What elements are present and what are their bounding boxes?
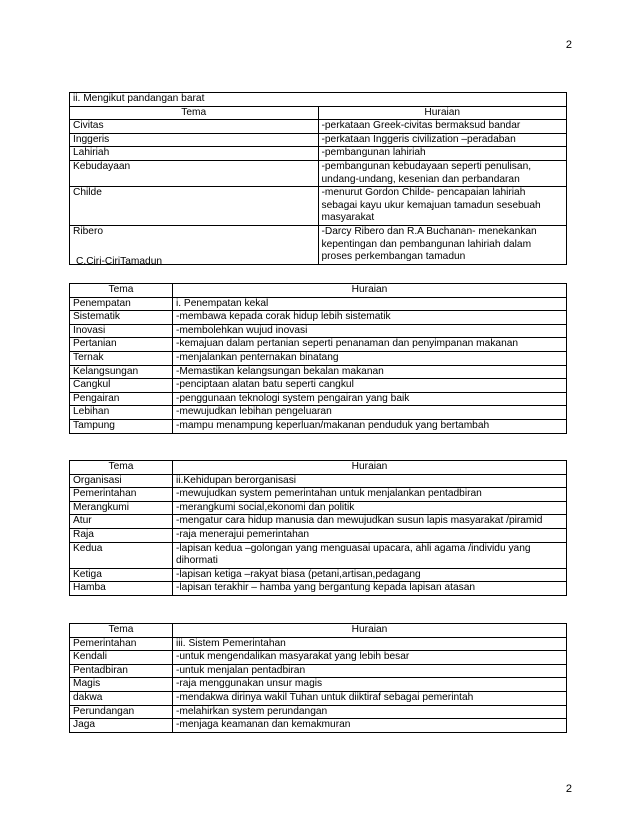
cell-huraian: -melahirkan system perundangan: [173, 705, 567, 719]
cell-huraian: -untuk menjalan pentadbiran: [173, 664, 567, 678]
table-row: [70, 187, 567, 226]
cell-huraian: -mewujudkan system pemerintahan untuk menjalankan pentadbiran: [173, 488, 567, 502]
cell-huraian: -raja menerajui pemerintahan: [173, 528, 567, 542]
table-row: [70, 678, 567, 692]
cell-tema: Pemerintahan: [70, 637, 173, 651]
table-row: [70, 528, 567, 542]
cell-tema: Cangkul: [70, 379, 173, 393]
cell-tema: Penempatan: [70, 297, 173, 311]
column-header-huraian: Huraian: [173, 284, 567, 298]
cell-tema: Childe: [70, 187, 319, 226]
table-header-row: [70, 461, 567, 475]
cell-tema: Ternak: [70, 351, 173, 365]
table-row: [70, 691, 567, 705]
table-row: [70, 147, 567, 161]
table-row: [70, 160, 567, 186]
cell-huraian: -Memastikan kelangsungan bekalan makanan: [173, 365, 567, 379]
cell-huraian: -mendakwa dirinya wakil Tuhan untuk diiktiraf sebagai pemerintah: [173, 691, 567, 705]
cell-tema: Raja: [70, 528, 173, 542]
table-row: [70, 392, 567, 406]
table-ciri-penempatan: [69, 283, 567, 434]
cell-huraian: -pembangunan lahiriah: [318, 147, 567, 161]
cell-huraian: -merangkumi social,ekonomi dan politik: [173, 501, 567, 515]
cell-huraian: i. Penempatan kekal: [173, 297, 567, 311]
table-header-row: [70, 106, 567, 120]
column-header-huraian: Huraian: [318, 106, 567, 120]
cell-huraian: -lapisan terakhir – hamba yang bergantung kepada lapisan atasan: [173, 582, 567, 596]
cell-tema: Perundangan: [70, 705, 173, 719]
cell-huraian: -menjalankan penternakan binatang: [173, 351, 567, 365]
cell-tema: Pengairan: [70, 392, 173, 406]
table-row: [70, 406, 567, 420]
table-caption: ii. Mengikut pandangan barat: [70, 93, 567, 107]
table-caption-row: [70, 93, 567, 107]
cell-huraian: -membolehkan wujud inovasi: [173, 324, 567, 338]
cell-tema: Jaga: [70, 719, 173, 733]
cell-huraian: -mengatur cara hidup manusia dan mewujudkan susun lapis masyarakat /piramid: [173, 515, 567, 529]
cell-huraian: -lapisan ketiga –rakyat biasa (petani,artisan,pedagang: [173, 568, 567, 582]
table-row: [70, 705, 567, 719]
cell-huraian: -perkataan Inggeris civilization –peradaban: [318, 133, 567, 147]
table-row: [70, 365, 567, 379]
table-header-row: [70, 284, 567, 298]
table-row: [70, 297, 567, 311]
table-ciri-organisasi: [69, 460, 567, 596]
table-header-row: [70, 624, 567, 638]
cell-tema: Inovasi: [70, 324, 173, 338]
table-row: [70, 651, 567, 665]
cell-tema: Pemerintahan: [70, 488, 173, 502]
column-header-huraian: Huraian: [173, 461, 567, 475]
column-header-tema: Tema: [70, 106, 319, 120]
cell-tema: Kedua: [70, 542, 173, 568]
cell-huraian: -lapisan kedua –golongan yang menguasai upacara, ahli agama /individu yang dihormati: [173, 542, 567, 568]
cell-huraian: -penggunaan teknologi system pengairan yang baik: [173, 392, 567, 406]
cell-tema: Kelangsungan: [70, 365, 173, 379]
cell-tema: Ribero: [70, 225, 319, 264]
table-row: [70, 488, 567, 502]
section-heading: C.Ciri-CiriTamadun: [76, 256, 163, 267]
table-row: [70, 474, 567, 488]
cell-huraian: -menurut Gordon Childe- pencapaian lahiriah sebagai kayu ukur kemajuan tamadun sesebuah masyarakat: [318, 187, 567, 226]
cell-tema: Kendali: [70, 651, 173, 665]
cell-tema: dakwa: [70, 691, 173, 705]
table-row: [70, 324, 567, 338]
cell-tema: Pentadbiran: [70, 664, 173, 678]
cell-tema: Lahiriah: [70, 147, 319, 161]
table-row: [70, 379, 567, 393]
cell-huraian: -penciptaan alatan batu seperti cangkul: [173, 379, 567, 393]
cell-tema: Civitas: [70, 120, 319, 134]
cell-huraian: -mewujudkan lebihan pengeluaran: [173, 406, 567, 420]
cell-huraian: -Darcy Ribero dan R.A Buchanan- menekankan kepentingan dan pembangunan lahiriah dalam proses perkembangan tamadun: [318, 225, 567, 264]
page-number-bottom: 2: [565, 783, 572, 795]
column-header-tema: Tema: [70, 461, 173, 475]
table-row: [70, 338, 567, 352]
cell-tema: Merangkumi: [70, 501, 173, 515]
table-row: [70, 311, 567, 325]
table-row: [70, 351, 567, 365]
cell-huraian: -membawa kepada corak hidup lebih sistematik: [173, 311, 567, 325]
cell-huraian: iii. Sistem Pemerintahan: [173, 637, 567, 651]
table-row: [70, 568, 567, 582]
cell-tema: Lebihan: [70, 406, 173, 420]
column-header-tema: Tema: [70, 624, 173, 638]
table-row: [70, 133, 567, 147]
cell-tema: Kebudayaan: [70, 160, 319, 186]
page-number-top: 2: [565, 39, 572, 51]
cell-huraian: -pembangunan kebudayaan seperti penulisan, undang-undang, kesenian dan perbandaran: [318, 160, 567, 186]
table-row: [70, 515, 567, 529]
table-ciri-pemerintahan: [69, 623, 567, 733]
table-barat: [69, 92, 567, 265]
cell-tema: Atur: [70, 515, 173, 529]
cell-tema: Pertanian: [70, 338, 173, 352]
column-header-huraian: Huraian: [173, 624, 567, 638]
table-row: [70, 120, 567, 134]
cell-huraian: -mampu menampung keperluan/makanan penduduk yang bertambah: [173, 419, 567, 433]
cell-tema: Tampung: [70, 419, 173, 433]
table-row: [70, 719, 567, 733]
cell-huraian: -perkataan Greek-civitas bermaksud bandar: [318, 120, 567, 134]
cell-tema: Sistematik: [70, 311, 173, 325]
cell-huraian: -raja menggunakan unsur magis: [173, 678, 567, 692]
cell-huraian: -menjaga keamanan dan kemakmuran: [173, 719, 567, 733]
cell-tema: Magis: [70, 678, 173, 692]
table-row: [70, 542, 567, 568]
cell-huraian: -untuk mengendalikan masyarakat yang lebih besar: [173, 651, 567, 665]
table-row: [70, 582, 567, 596]
cell-tema: Organisasi: [70, 474, 173, 488]
table-row: [70, 664, 567, 678]
column-header-tema: Tema: [70, 284, 173, 298]
table-row: [70, 419, 567, 433]
table-row: [70, 637, 567, 651]
table-row: [70, 501, 567, 515]
cell-tema: Inggeris: [70, 133, 319, 147]
cell-huraian: ii.Kehidupan berorganisasi: [173, 474, 567, 488]
cell-huraian: -kemajuan dalam pertanian seperti penanaman dan penyimpanan makanan: [173, 338, 567, 352]
cell-tema: Hamba: [70, 582, 173, 596]
cell-tema: Ketiga: [70, 568, 173, 582]
